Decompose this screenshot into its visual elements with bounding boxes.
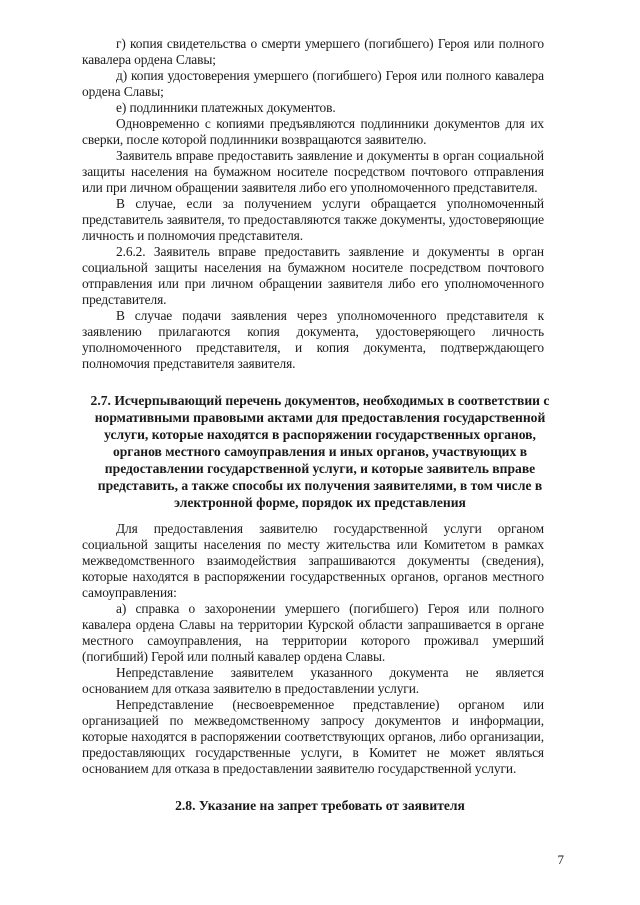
list-item-d: д) копия удостоверения умершего (погибшего) Героя или полного кавалера ордена Славы; bbox=[82, 68, 544, 99]
paragraph-originals: Одновременно с копиями предъявляются подлинники документов для их сверки, после которой подлинники возвращаются заявителю. bbox=[82, 116, 544, 147]
paragraph-representative-docs: В случае подачи заявления через уполномоченного представителя к заявлению прилагаются копия документа, удостоверяющего личность уполномоченного представителя, и копия документа, подтверждающего полномочия представителя заявителя. bbox=[82, 308, 544, 371]
list-item-e: е) подлинники платежных документов. bbox=[116, 100, 336, 115]
section-2-7-heading: 2.7. Исчерпывающий перечень документов, необходимых в соответствии с нормативными правовыми актами для предоставления государственной услуги, которые находятся в распоряжении государственных органов, органов местного самоуправления и иных органов, участвующих в предоставлении государственной услуги, и которые заявитель вправе представить, а также способы их получения заявителями, в том числе в электронной форме, порядок их представления bbox=[90, 393, 550, 510]
paragraph-representative: В случае, если за получением услуги обращается уполномоченный представитель заявителя, то предоставляются также документы, удостоверяющие личность и полномочия представителя. bbox=[82, 196, 544, 243]
page-number: 7 bbox=[557, 852, 564, 867]
section-2-8-heading: 2.8. Указание на запрет требовать от заявителя bbox=[175, 798, 465, 813]
paragraph-late-submission: Непредставление (несвоевременное представление) органом или организацией по межведомственному запросу документов и информации, которые находятся в распоряжении соответствующих органов, либо организации, предоставляющих государственные услуги, в Комитет не может являться основанием для отказа в предоставлении заявителю государственной услуги. bbox=[82, 697, 544, 776]
section-2-7-body bbox=[82, 521, 544, 777]
paragraph-non-submission: Непредставление заявителем указанного документа не является основанием для отказа заявителю в предоставлении услуги. bbox=[82, 665, 544, 696]
paragraph-submission: Заявитель вправе предоставить заявление и документы в орган социальной защиты населения на бумажном носителе посредством почтового отправления или при личном обращении заявителя либо его уполномоченного представителя. bbox=[82, 148, 544, 195]
paragraph-burial-certificate: а) справка о захоронении умершего (погибшего) Героя или полного кавалера ордена Славы на территории Курской области запрашивается в органе местного самоуправления, на территории которого проживал умерший (погибший) Герой или полный кавалер ордена Славы. bbox=[82, 601, 544, 664]
list-item-g: г) копия свидетельства о смерти умершего (погибшего) Героя или полного кавалера ордена Славы; bbox=[82, 36, 544, 67]
intro-text-block bbox=[82, 36, 544, 372]
paragraph-2-6-2: 2.6.2. Заявитель вправе предоставить заявление и документы в орган социальной защиты населения на бумажном носителе посредством почтового отправления или при личном обращении заявителя либо его уполномоченного представителя. bbox=[82, 244, 544, 307]
paragraph-interagency: Для предоставления заявителю государственной услуги органом социальной защиты населения по месту жительства или Комитетом в рамках межведомственного взаимодействия запрашиваются документы (сведения), которые находятся в распоряжении государственных органов, органов местного самоуправления: bbox=[82, 521, 544, 600]
